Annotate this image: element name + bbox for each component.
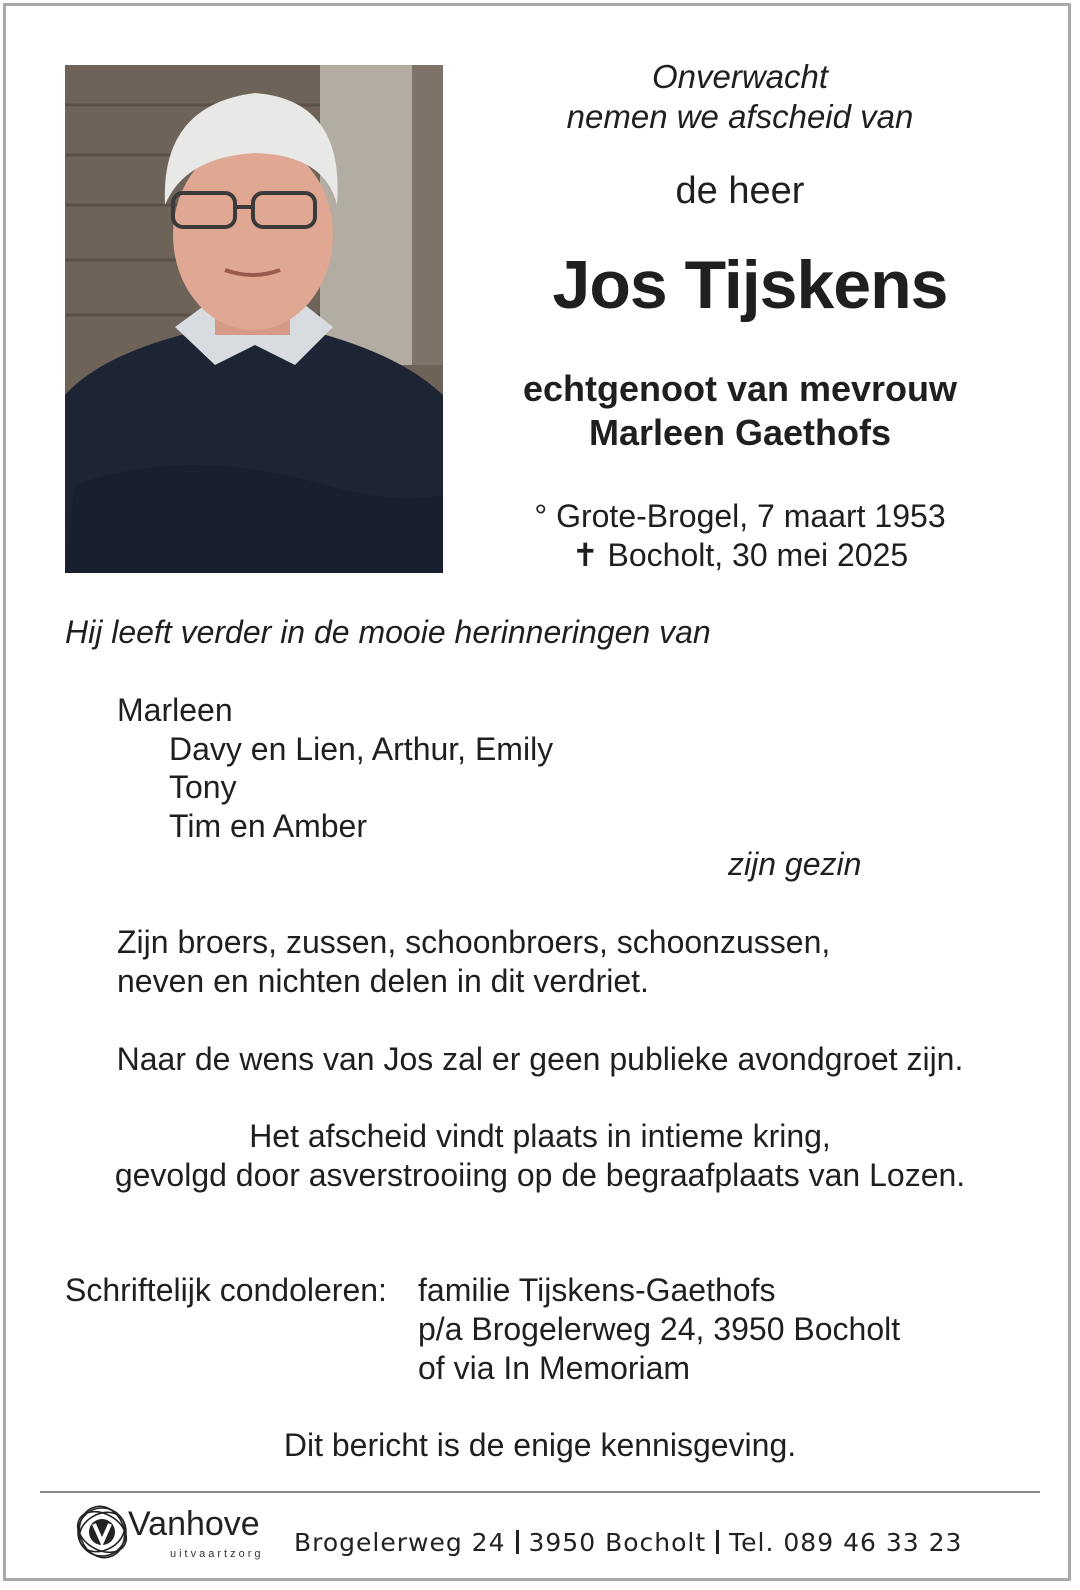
birth-line: ° Grote-Brogel, 7 maart 1953: [534, 498, 946, 534]
footer-address: Brogelerweg 24: [294, 1528, 506, 1557]
spouse-line-1: echtgenoot van mevrouw: [522, 368, 958, 409]
intro-line-1: Onverwacht: [651, 58, 829, 95]
death-line: ✝ Bocholt, 30 mei 2025: [571, 537, 909, 573]
condolence-label: Schriftelijk condoleren:: [65, 1272, 387, 1308]
condolence-line-3: of via In Memoriam: [418, 1350, 691, 1386]
family-member: Tony: [169, 769, 237, 805]
spouse-line-2: Marleen Gaethofs: [588, 412, 892, 453]
family-member: Marleen: [117, 692, 233, 728]
separator: [516, 1530, 519, 1554]
family-member: Davy en Lien, Arthur, Emily: [169, 731, 554, 767]
family-member: Tim en Amber: [169, 808, 367, 844]
footer-contact: [294, 1528, 962, 1557]
notice-text: Dit bericht is de enige kennisgeving.: [283, 1427, 797, 1463]
condolence-line-2: p/a Brogelerweg 24, 3950 Bocholt: [418, 1311, 901, 1347]
farewell-line-2: gevolgd door asverstrooiing op de begraafplaats van Lozen.: [114, 1157, 966, 1193]
memories-intro: Hij leeft verder in de mooie herinneringen van: [65, 614, 711, 650]
intro-line-2: nemen we afscheid van: [566, 98, 914, 135]
family-signature: zijn gezin: [728, 846, 862, 882]
footer-phone: Tel. 089 46 33 23: [729, 1528, 963, 1557]
portrait-photo: [65, 65, 443, 573]
deceased-name: Jos Tijskens: [552, 247, 948, 323]
farewell-line-1: Het afscheid vindt plaats in intieme kring,: [249, 1118, 831, 1154]
brand-subtitle: uitvaartzorg: [170, 1548, 264, 1560]
share-line-1: Zijn broers, zussen, schoonbroers, schoonzussen,: [117, 924, 831, 960]
footer-divider: [40, 1491, 1040, 1493]
separator: [716, 1530, 719, 1554]
share-line-2: neven en nichten delen in dit verdriet.: [117, 963, 649, 999]
condolence-line-1: familie Tijskens-Gaethofs: [418, 1272, 776, 1308]
wish-statement: Naar de wens van Jos zal er geen publieke avondgroet zijn.: [116, 1041, 964, 1077]
footer-city: 3950 Bocholt: [528, 1528, 707, 1557]
vanhove-logo-icon: [72, 1502, 132, 1562]
honorific: de heer: [675, 170, 805, 212]
brand-name: Vanhove: [128, 1505, 260, 1543]
